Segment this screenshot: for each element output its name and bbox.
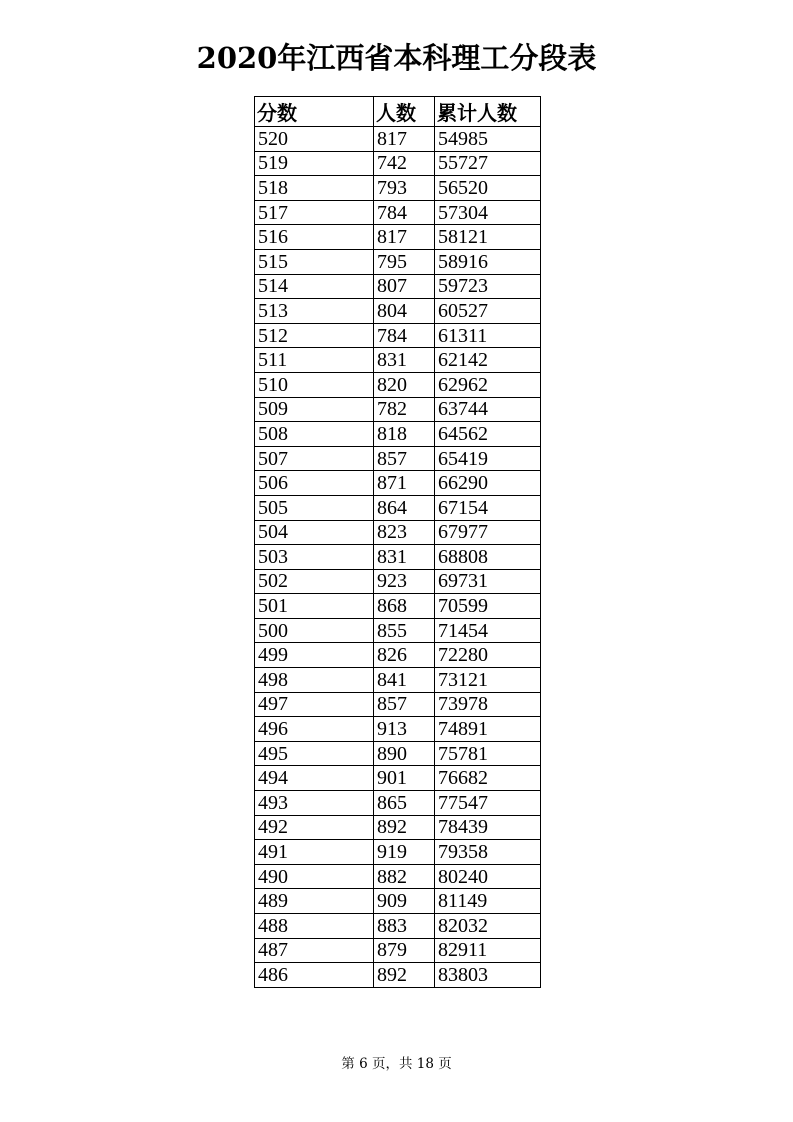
- cell-score: 515: [255, 249, 374, 274]
- cell-count: 909: [374, 889, 435, 914]
- cell-count: 892: [374, 815, 435, 840]
- table-row: [255, 397, 541, 422]
- cell-score: 490: [255, 864, 374, 889]
- cell-cumulative: 74891: [435, 717, 541, 742]
- table-row: [255, 618, 541, 643]
- cell-score: 489: [255, 889, 374, 914]
- table-row: [255, 864, 541, 889]
- cell-count: 865: [374, 791, 435, 816]
- table-row: [255, 569, 541, 594]
- cell-count: 890: [374, 741, 435, 766]
- cell-score: 488: [255, 914, 374, 939]
- table-row: [255, 938, 541, 963]
- cell-cumulative: 82911: [435, 938, 541, 963]
- cell-count: 784: [374, 323, 435, 348]
- cell-count: 855: [374, 618, 435, 643]
- cell-score: 511: [255, 348, 374, 373]
- table-row: [255, 791, 541, 816]
- cell-cumulative: 82032: [435, 914, 541, 939]
- table-row: [255, 422, 541, 447]
- cell-cumulative: 67154: [435, 495, 541, 520]
- cell-score: 507: [255, 446, 374, 471]
- table-row: [255, 545, 541, 570]
- cell-cumulative: 54985: [435, 127, 541, 152]
- cell-cumulative: 83803: [435, 963, 541, 988]
- header-count: 人数: [374, 97, 435, 127]
- cell-count: 831: [374, 545, 435, 570]
- cell-count: 913: [374, 717, 435, 742]
- score-distribution-table: [254, 96, 541, 988]
- cell-cumulative: 64562: [435, 422, 541, 447]
- cell-score: 498: [255, 668, 374, 693]
- cell-score: 499: [255, 643, 374, 668]
- table-row: [255, 889, 541, 914]
- cell-cumulative: 79358: [435, 840, 541, 865]
- table-row: [255, 471, 541, 496]
- cell-count: 923: [374, 569, 435, 594]
- cell-cumulative: 80240: [435, 864, 541, 889]
- table-row: [255, 274, 541, 299]
- cell-count: 782: [374, 397, 435, 422]
- table-row: [255, 840, 541, 865]
- cell-cumulative: 69731: [435, 569, 541, 594]
- cell-score: 486: [255, 963, 374, 988]
- cell-count: 892: [374, 963, 435, 988]
- cell-score: 503: [255, 545, 374, 570]
- cell-score: 501: [255, 594, 374, 619]
- cell-count: 817: [374, 127, 435, 152]
- cell-cumulative: 58916: [435, 249, 541, 274]
- cell-count: 857: [374, 692, 435, 717]
- cell-score: 508: [255, 422, 374, 447]
- cell-count: 807: [374, 274, 435, 299]
- cell-count: 864: [374, 495, 435, 520]
- cell-cumulative: 62142: [435, 348, 541, 373]
- table-row: [255, 127, 541, 152]
- cell-score: 495: [255, 741, 374, 766]
- table-row: [255, 446, 541, 471]
- table-row: [255, 495, 541, 520]
- table-row: [255, 249, 541, 274]
- table-row: [255, 668, 541, 693]
- table-row: [255, 815, 541, 840]
- cell-count: 831: [374, 348, 435, 373]
- cell-score: 506: [255, 471, 374, 496]
- cell-score: 493: [255, 791, 374, 816]
- cell-cumulative: 65419: [435, 446, 541, 471]
- cell-score: 504: [255, 520, 374, 545]
- page-footer: 第 6 页，共 18 页: [341, 1056, 452, 1072]
- cell-cumulative: 55727: [435, 151, 541, 176]
- cell-score: 487: [255, 938, 374, 963]
- table-row: [255, 200, 541, 225]
- cell-count: 804: [374, 299, 435, 324]
- cell-score: 516: [255, 225, 374, 250]
- cell-score: 496: [255, 717, 374, 742]
- cell-count: 820: [374, 372, 435, 397]
- cell-score: 505: [255, 495, 374, 520]
- cell-score: 491: [255, 840, 374, 865]
- table-row: [255, 348, 541, 373]
- cell-score: 512: [255, 323, 374, 348]
- header-score: 分数: [255, 97, 374, 127]
- table-row: [255, 520, 541, 545]
- cell-score: 510: [255, 372, 374, 397]
- cell-count: 742: [374, 151, 435, 176]
- cell-cumulative: 57304: [435, 200, 541, 225]
- cell-score: 513: [255, 299, 374, 324]
- table-row: [255, 914, 541, 939]
- cell-cumulative: 73121: [435, 668, 541, 693]
- cell-count: 784: [374, 200, 435, 225]
- table-row: [255, 643, 541, 668]
- table-row: [255, 692, 541, 717]
- table-row: [255, 151, 541, 176]
- table-row: [255, 741, 541, 766]
- cell-score: 520: [255, 127, 374, 152]
- cell-score: 492: [255, 815, 374, 840]
- cell-cumulative: 72280: [435, 643, 541, 668]
- cell-count: 793: [374, 176, 435, 201]
- cell-score: 519: [255, 151, 374, 176]
- cell-cumulative: 58121: [435, 225, 541, 250]
- cell-score: 517: [255, 200, 374, 225]
- cell-count: 883: [374, 914, 435, 939]
- table-row: [255, 766, 541, 791]
- cell-count: 901: [374, 766, 435, 791]
- cell-cumulative: 73978: [435, 692, 541, 717]
- cell-count: 871: [374, 471, 435, 496]
- table-row: [255, 372, 541, 397]
- cell-cumulative: 71454: [435, 618, 541, 643]
- cell-cumulative: 62962: [435, 372, 541, 397]
- cell-score: 514: [255, 274, 374, 299]
- cell-cumulative: 63744: [435, 397, 541, 422]
- cell-score: 494: [255, 766, 374, 791]
- header-cumulative: 累计人数: [435, 97, 541, 127]
- table-row: [255, 717, 541, 742]
- cell-score: 518: [255, 176, 374, 201]
- cell-count: 817: [374, 225, 435, 250]
- cell-score: 509: [255, 397, 374, 422]
- table-row: [255, 594, 541, 619]
- cell-cumulative: 56520: [435, 176, 541, 201]
- cell-cumulative: 68808: [435, 545, 541, 570]
- cell-cumulative: 70599: [435, 594, 541, 619]
- table-header-row: [255, 97, 541, 127]
- table-body: [255, 127, 541, 988]
- cell-cumulative: 66290: [435, 471, 541, 496]
- cell-cumulative: 60527: [435, 299, 541, 324]
- cell-cumulative: 78439: [435, 815, 541, 840]
- cell-score: 497: [255, 692, 374, 717]
- table-row: [255, 323, 541, 348]
- cell-count: 823: [374, 520, 435, 545]
- cell-cumulative: 77547: [435, 791, 541, 816]
- cell-score: 502: [255, 569, 374, 594]
- cell-cumulative: 75781: [435, 741, 541, 766]
- cell-cumulative: 61311: [435, 323, 541, 348]
- table-row: [255, 225, 541, 250]
- cell-cumulative: 81149: [435, 889, 541, 914]
- cell-score: 500: [255, 618, 374, 643]
- cell-count: 826: [374, 643, 435, 668]
- cell-cumulative: 67977: [435, 520, 541, 545]
- cell-count: 868: [374, 594, 435, 619]
- cell-count: 795: [374, 249, 435, 274]
- cell-cumulative: 76682: [435, 766, 541, 791]
- cell-count: 857: [374, 446, 435, 471]
- cell-count: 919: [374, 840, 435, 865]
- cell-count: 882: [374, 864, 435, 889]
- cell-count: 879: [374, 938, 435, 963]
- table-row: [255, 176, 541, 201]
- table-row: [255, 963, 541, 988]
- cell-count: 818: [374, 422, 435, 447]
- cell-cumulative: 59723: [435, 274, 541, 299]
- table-row: [255, 299, 541, 324]
- cell-count: 841: [374, 668, 435, 693]
- page-title: 2020年江西省本科理工分段表: [196, 41, 597, 75]
